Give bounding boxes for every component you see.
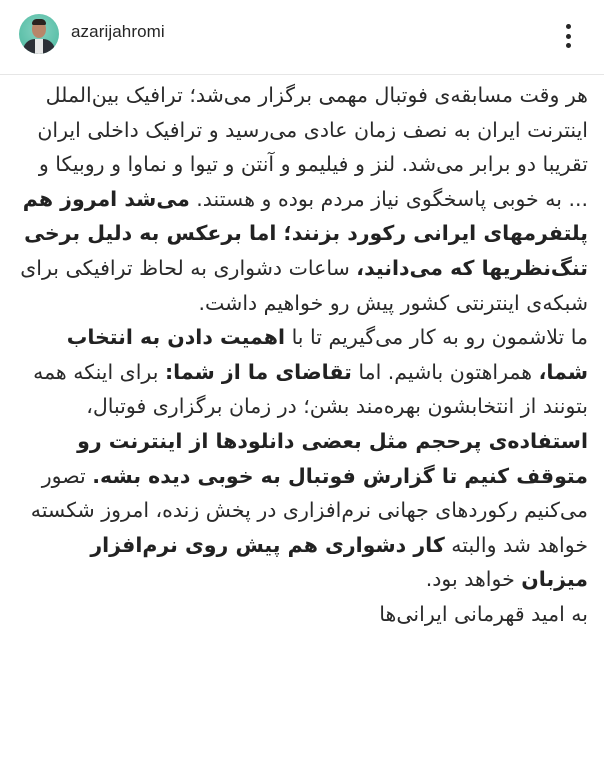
more-vertical-icon-dot: [566, 34, 571, 39]
caption-bold-text: تقاضای ما از شما:: [164, 359, 352, 384]
caption-paragraph: [18, 320, 588, 597]
more-vertical-icon: [566, 24, 571, 29]
avatar[interactable]: [19, 14, 59, 54]
post-caption: [18, 78, 588, 632]
post-header: [0, 0, 604, 75]
caption-text: خواهد بود.: [425, 567, 522, 592]
caption-bold-text: اهمیت دادن به انتخاب شما،: [66, 325, 588, 384]
caption-bold-text: استفاده‌ی پرحجم مثل بعضی دانلودها از اینترنت رو متوقف کنیم تا گزارش فوتبال به خوبی دیده بشه.: [77, 428, 588, 488]
caption-bold-text: می‌شد امروز هم پلتفرمهای ایرانی رکورد بزنند؛ اما برعکس به دلیل برخی تنگ‌نظریها که می‌دانید،: [22, 186, 588, 280]
caption-text: برای اینکه همه بتونند از انتخابشون بهره‌مند بشن؛ در زمان برگزاری فوتبال،: [33, 359, 588, 419]
caption-text: ما تلاشمون رو به کار می‌گیریم تا با: [285, 325, 588, 350]
caption-text: همراهتون باشیم. اما: [351, 359, 539, 384]
avatar-hair-shape: [32, 19, 46, 25]
caption-text: به امید قهرمانی ایرانی‌ها: [379, 601, 588, 626]
caption-text: هر وقت مسابقه‌ی فوتبال مهمی برگزار می‌شد؛ ترافیک بین‌الملل اینترنت ایران به نصف زمان عادی می‌رسید و ترافیک داخلی ایران تقریبا دو برابر می‌شد. لنز و فیلیمو و آنتن و تیوا و نماوا و روبیکا و ... به خوبی پاسخگوی نیاز مردم بوده و هستند.: [37, 83, 588, 211]
username-link[interactable]: azarijahromi: [71, 22, 165, 41]
avatar-shirt-shape: [35, 39, 43, 54]
caption-paragraph: [18, 597, 588, 632]
caption-text: ساعات دشواری به لحاظ ترافیکی برای شبکه‌ی اینترنتی کشور پیش رو خواهیم داشت.: [20, 255, 588, 315]
more-vertical-icon-dot: [566, 43, 571, 48]
caption-bold-text: کار دشواری هم پیش روی نرم‌افزار میزبان: [90, 532, 588, 592]
caption-text: تصور می‌کنیم رکوردهای جهانی نرم‌افزاری در پخش زنده، امروز شکسته خواهد شد والبته: [30, 463, 588, 557]
more-options-button[interactable]: [561, 24, 575, 48]
caption-paragraph: [18, 78, 588, 320]
